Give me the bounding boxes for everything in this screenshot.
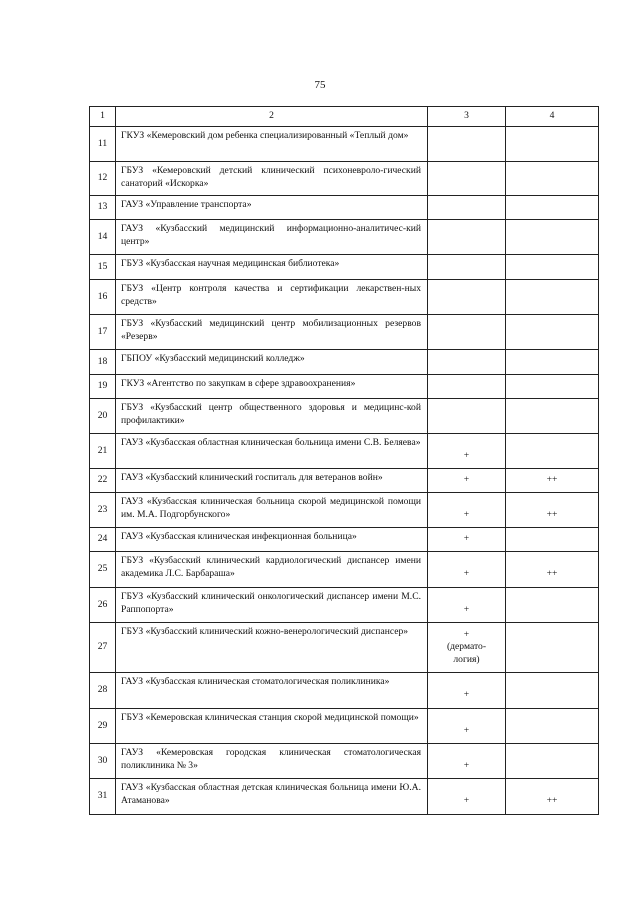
col3-mark: + [428,528,506,552]
institution-name: ГАУЗ «Кузбасская областная клиническая больница имени С.В. Беляева» [116,434,428,469]
col3-note: логия) [453,653,480,665]
col3-mark [428,127,506,162]
table-row [90,493,599,528]
institution-name: ГБУЗ «Кемеровская клиническая станция скорой медицинской помощи» [116,709,428,744]
row-number: 11 [90,127,116,162]
institution-name: ГБУЗ «Кузбасский центр общественного здоровья и медицинс-кой профилактики» [116,399,428,434]
row-number: 24 [90,528,116,552]
institution-name: ГАУЗ «Управление транспорта» [116,196,428,220]
col3-mark: + [428,552,506,588]
row-number: 13 [90,196,116,220]
col4-mark [506,588,599,623]
col3-mark: + [428,744,506,779]
table-row [90,434,599,469]
col4-mark: ++ [506,469,599,493]
col3-mark [428,399,506,434]
institutions-table [89,106,599,815]
row-number: 15 [90,255,116,280]
col3-mark [428,220,506,255]
institution-name: ГБУЗ «Кемеровский детский клинический психоневроло-гический санаторий «Искорка» [116,162,428,196]
table-row [90,315,599,350]
col3-mark [428,375,506,399]
col4-mark: ++ [506,493,599,528]
row-number: 31 [90,779,116,815]
table-row [90,623,599,673]
row-number: 23 [90,493,116,528]
row-number: 19 [90,375,116,399]
row-number: 21 [90,434,116,469]
institution-name: ГБУЗ «Кузбасская научная медицинская библиотека» [116,255,428,280]
institution-name: ГАУЗ «Кузбасский медицинский информационно-аналитичес-кий центр» [116,220,428,255]
col3-mark [428,350,506,375]
header-cell-2: 2 [116,107,428,127]
institution-name: ГБУЗ «Кузбасский клинический онкологический диспансер имени М.С. Раппопорта» [116,588,428,623]
table-row [90,709,599,744]
col4-mark [506,623,599,673]
institution-name: ГКУЗ «Агентство по закупкам в сфере здравоохранения» [116,375,428,399]
header-cell-3: 3 [428,107,506,127]
row-number: 25 [90,552,116,588]
col4-mark [506,744,599,779]
table-header-row [90,107,599,127]
row-number: 27 [90,623,116,673]
table-row [90,220,599,255]
row-number: 18 [90,350,116,375]
table-row [90,350,599,375]
institution-name: ГАУЗ «Кузбасская клиническая больница скорой медицинской помощи им. М.А. Подгорбунского» [116,493,428,528]
table-row [90,469,599,493]
table-row [90,255,599,280]
col4-mark: ++ [506,552,599,588]
table-row [90,280,599,315]
institution-name: ГАУЗ «Кузбасская клиническая инфекционная больница» [116,528,428,552]
col4-mark [506,196,599,220]
col4-mark [506,315,599,350]
institution-name: ГБУЗ «Центр контроля качества и сертификации лекарствен-ных средств» [116,280,428,315]
col4-mark [506,673,599,709]
row-number: 12 [90,162,116,196]
institution-name: ГАУЗ «Кузбасский клинический госпиталь для ветеранов войн» [116,469,428,493]
table-row [90,552,599,588]
institution-name: ГАУЗ «Кемеровская городская клиническая стоматологическая поликлиника № 3» [116,744,428,779]
col4-mark [506,350,599,375]
col4-mark [506,399,599,434]
col4-mark [506,375,599,399]
row-number: 30 [90,744,116,779]
col3-mark: + [428,469,506,493]
institution-name: ГАУЗ «Кузбасская клиническая стоматологическая поликлиника» [116,673,428,709]
table-row [90,399,599,434]
col4-mark [506,162,599,196]
table-row [90,196,599,220]
institution-name: ГБУЗ «Кузбасский клинический кардиологический диспансер имени академика Л.С. Барбараша» [116,552,428,588]
institution-name: ГБПОУ «Кузбасский медицинский колледж» [116,350,428,375]
institution-name: ГКУЗ «Кемеровский дом ребенка специализированный «Теплый дом» [116,127,428,162]
col4-mark [506,220,599,255]
table-row [90,673,599,709]
row-number: 17 [90,315,116,350]
row-number: 26 [90,588,116,623]
col4-mark [506,255,599,280]
col3-mark: + [428,493,506,528]
institution-name: ГАУЗ «Кузбасская областная детская клиническая больница имени Ю.А. Атаманова» [116,779,428,815]
page-number: 75 [314,79,326,91]
table-row [90,588,599,623]
col3-mark [428,280,506,315]
row-number: 29 [90,709,116,744]
table-row [90,375,599,399]
col4-mark: ++ [506,779,599,815]
col4-mark [506,434,599,469]
col3-mark: + [428,434,506,469]
table-row [90,779,599,815]
table-row [90,744,599,779]
col3-mark [428,196,506,220]
col3-mark [428,162,506,196]
table-row [90,162,599,196]
institution-name: ГБУЗ «Кузбасский медицинский центр мобилизационных резервов «Резерв» [116,315,428,350]
row-number: 22 [90,469,116,493]
col4-mark [506,709,599,744]
row-number: 14 [90,220,116,255]
row-number: 28 [90,673,116,709]
col4-mark [506,280,599,315]
table-row [90,127,599,162]
col4-mark [506,528,599,552]
header-cell-1: 1 [90,107,116,127]
col3-mark: + [428,588,506,623]
col3-mark [428,315,506,350]
header-cell-4: 4 [506,107,599,127]
institution-name: ГБУЗ «Кузбасский клинический кожно-венерологический диспансер» [116,623,428,673]
col3-mark [428,255,506,280]
col3-mark: + [428,779,506,815]
table-row [90,528,599,552]
col3-note: (дермато- [446,641,487,653]
row-number: 20 [90,399,116,434]
col3-mark: + [428,673,506,709]
row-number: 16 [90,280,116,315]
col3-mark: + (дермато- логия) [428,623,506,673]
col4-mark [506,127,599,162]
col3-mark: + [428,709,506,744]
